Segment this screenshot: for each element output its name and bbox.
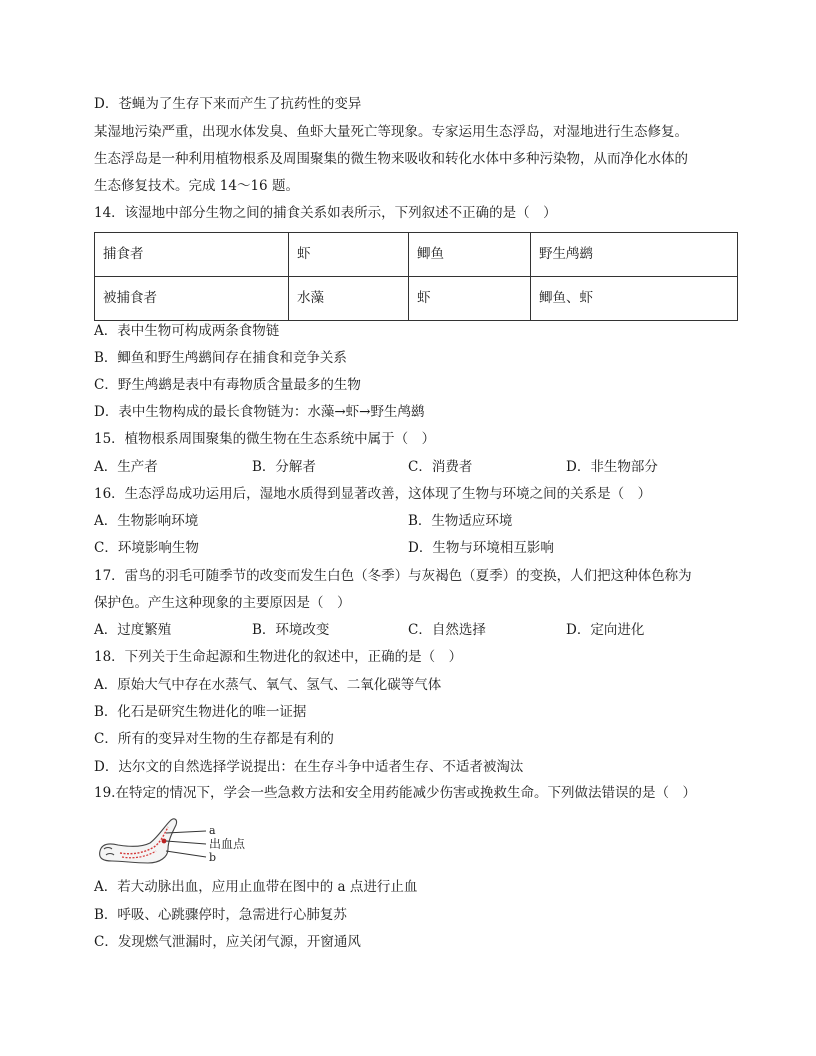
q17-option-c: C．自然选择 [408,622,486,638]
q18-option-d: D．达尔文的自然选择学说提出：在生存斗争中适者生存、不适者被淘汰 [94,759,524,775]
q17-option-d: D．定向进化 [566,622,645,638]
q18-stem: 18．下列关于生命起源和生物进化的叙述中，正确的是（ ） [94,649,463,665]
q16-option-b: B．生物适应环境 [408,513,513,529]
q18-option-c: C．所有的变异对生物的生存都是有利的 [94,731,334,747]
passage-line-1: 某湿地污染严重，出现水体发臭、鱼虾大量死亡等现象。专家运用生态浮岛，对湿地进行生态修复。 [94,124,688,140]
table-cell: 虾 [289,233,409,277]
table-cell: 被捕食者 [95,277,289,321]
passage-line-2: 生态浮岛是一种利用植物根系及周围聚集的微生物来吸收和转化水体中多种污染物，从而净化水体的 [94,151,688,167]
label-bleeding-point: 出血点 [209,837,246,851]
bleeding-point-marker [162,839,167,844]
q15-option-b: B．分解者 [252,459,316,475]
q17-option-b: B．环境改变 [252,622,330,638]
predation-table [94,232,738,321]
table-cell: 虾 [409,277,531,321]
q16-option-a: A．生物影响环境 [94,513,199,529]
label-a: a [209,824,216,837]
label-b: b [209,851,217,864]
q17-stem-line-2: 保护色。产生这种现象的主要原因是（ ） [94,595,351,611]
table-cell: 鲫鱼、虾 [531,277,738,321]
q19-stem: 19.在特定的情况下，学会一些急救方法和安全用药能减少伤害或挽救生命。下列做法错误的是（ ） [94,785,696,801]
q16-stem: 16．生态浮岛成功运用后，湿地水质得到显著改善，这体现了生物与环境之间的关系是（ ） [94,486,652,502]
q19-option-b: B．呼吸、心跳骤停时，急需进行心肺复苏 [94,907,347,923]
table-cell: 野生鸬鹚 [531,233,738,277]
q19-option-c: C．发现燃气泄漏时，应关闭气源，开窗通风 [94,934,361,950]
leader-point [166,841,206,844]
table-cell: 水藻 [289,277,409,321]
q13-option-d: D．苍蝇为了生存下来而产生了抗药性的变异 [94,96,362,112]
table-cell: 捕食者 [95,233,289,277]
q15-option-d: D．非生物部分 [566,459,658,475]
q14-option-a: A．表中生物可构成两条食物链 [94,323,280,339]
q14-option-c: C．野生鸬鹚是表中有毒物质含量最多的生物 [94,377,361,393]
passage-line-3: 生态修复技术。完成 14～16 题。 [94,178,299,194]
q14-option-d: D．表中生物构成的最长食物链为：水藻→虾→野生鸬鹚 [94,404,425,420]
q18-option-b: B．化石是研究生物进化的唯一证据 [94,704,307,720]
q16-option-d: D．生物与环境相互影响 [408,540,554,556]
q15-option-c: C．消费者 [408,459,473,475]
arm-bleeding-figure [98,813,258,871]
table-cell: 鲫鱼 [409,233,531,277]
table-row [95,277,738,321]
q14-stem: 14．该湿地中部分生物之间的捕食关系如表所示，下列叙述不正确的是（ ） [94,205,557,221]
q14-option-b: B．鲫鱼和野生鸬鹚间存在捕食和竞争关系 [94,350,347,366]
q15-option-a: A．生产者 [94,459,158,475]
q19-option-a: A．若大动脉出血，应用止血带在图中的 a 点进行止血 [94,879,418,895]
q17-option-a: A．过度繁殖 [94,622,172,638]
q16-option-c: C．环境影响生物 [94,540,199,556]
q17-stem-line-1: 17．雷鸟的羽毛可随季节的改变而发生白色（冬季）与灰褐色（夏季）的变换，人们把这种体色称为 [94,568,692,584]
q18-option-a: A．原始大气中存在水蒸气、氧气、氢气、二氧化碳等气体 [94,677,442,693]
leader-b [166,851,206,857]
table-row [95,233,738,277]
q15-stem: 15．植物根系周围聚集的微生物在生态系统中属于（ ） [94,431,436,447]
